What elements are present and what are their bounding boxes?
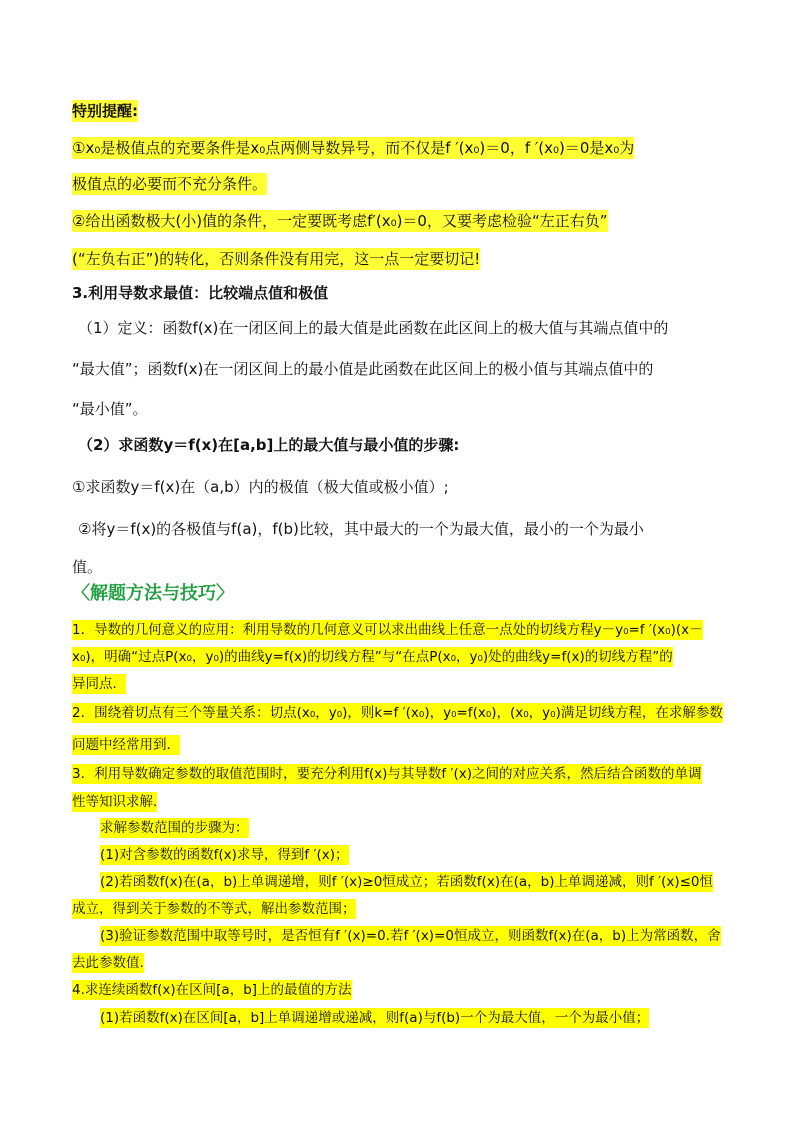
definition-line-3: “最小值”。 <box>72 400 148 418</box>
reminder-heading: 特别提醒: <box>72 102 138 120</box>
reminder-point-2-line-2: (“左负右正”)的转化，否则条件没有用完，这一点一定要切记! <box>72 250 481 268</box>
param-step-3-line-2: 去此参数值. <box>72 955 144 971</box>
step-1: ①求函数y＝f(x)在（a,b）内的极值（极大值或极小值）; <box>72 478 449 496</box>
method-4-step-1: (1)若函数f(x)在区间[a，b]上单调递增或递减，则f(a)与f(b)一个为最大值，一个为最小值； <box>100 1010 650 1026</box>
param-steps-heading: 求解参数范围的步骤为： <box>100 820 249 836</box>
methods-heading: 〈解题方法与技巧〉 <box>72 583 234 604</box>
reminder-point-2-line-1: ②给出函数极大(小)值的条件，一定要既考虑f′(x₀)＝0，又要考虑检验“左正右负” <box>72 212 608 230</box>
method-1-line-2: x₀)，明确“过点P(x₀，y₀)的曲线y=f(x)的切线方程”与“在点P(x₀，y₀)处的曲线y=f(x)的切线方程”的 <box>72 649 673 665</box>
reminder-point-1-line-1: ①x₀是极值点的充要条件是x₀点两侧导数异号，而不仅是f ′(x₀)＝0，f ′(x₀)＝0是x₀为 <box>72 139 635 157</box>
definition-line-2: “最大值”；函数f(x)在一闭区间上的最小值是此函数在此区间上的极小值与其端点值中的 <box>72 360 654 378</box>
step-2-line-2: 值。 <box>72 558 103 576</box>
method-2-line-2: 问题中经常用到． <box>72 737 180 753</box>
section-3-heading: 3.利用导数求最值：比较端点值和极值 <box>72 284 329 302</box>
method-1-line-3: 异同点． <box>72 676 126 692</box>
method-3-line-1: 3．利用导数确定参数的取值范围时，要充分利用f(x)与其导数f ′(x)之间的对应关系，然后结合函数的单调 <box>72 766 702 782</box>
param-step-3-line-1: (3)验证参数范围中取等号时，是否恒有f ′(x)=0.若f ′(x)=0恒成立，则函数f(x)在(a，b)上为常函数，舍 <box>100 928 721 944</box>
param-step-2-line-2: 成立，得到关于参数的不等式，解出参数范围； <box>72 901 356 917</box>
method-4-heading: 4.求连续函数f(x)在区间[a，b]上的最值的方法 <box>72 982 352 998</box>
step-2-line-1: ②将y＝f(x)的各极值与f(a)，f(b)比较，其中最大的一个为最大值，最小的一个为最小 <box>78 520 644 538</box>
param-step-1: (1)对含参数的函数f(x)求导，得到f ′(x)； <box>100 847 349 863</box>
steps-heading: （2）求函数y＝f(x)在[a,b]上的最大值与最小值的步骤: <box>78 436 460 454</box>
definition-line-1: （1）定义：函数f(x)在一闭区间上的最大值是此函数在此区间上的极大值与其端点值中的 <box>78 319 669 337</box>
method-1-line-1: 1．导数的几何意义的应用：利用导数的几何意义可以求出曲线上任意一点处的切线方程y－y₀=f ′(x₀)(x－ <box>72 622 703 638</box>
param-step-2-line-1: (2)若函数f(x)在(a，b)上单调递增，则f ′(x)≥0恒成立；若函数f(x)在(a，b)上单调递减，则f ′(x)≤0恒 <box>100 874 713 890</box>
reminder-point-1-line-2: 极值点的必要而不充分条件。 <box>72 175 268 193</box>
method-3-line-2: 性等知识求解. <box>72 794 158 810</box>
method-2-line-1: 2．围绕着切点有三个等量关系：切点(x₀，y₀)，则k=f ′(x₀)，y₀=f(x₀)，(x₀，y₀)满足切线方程，在求解参数 <box>72 705 723 721</box>
